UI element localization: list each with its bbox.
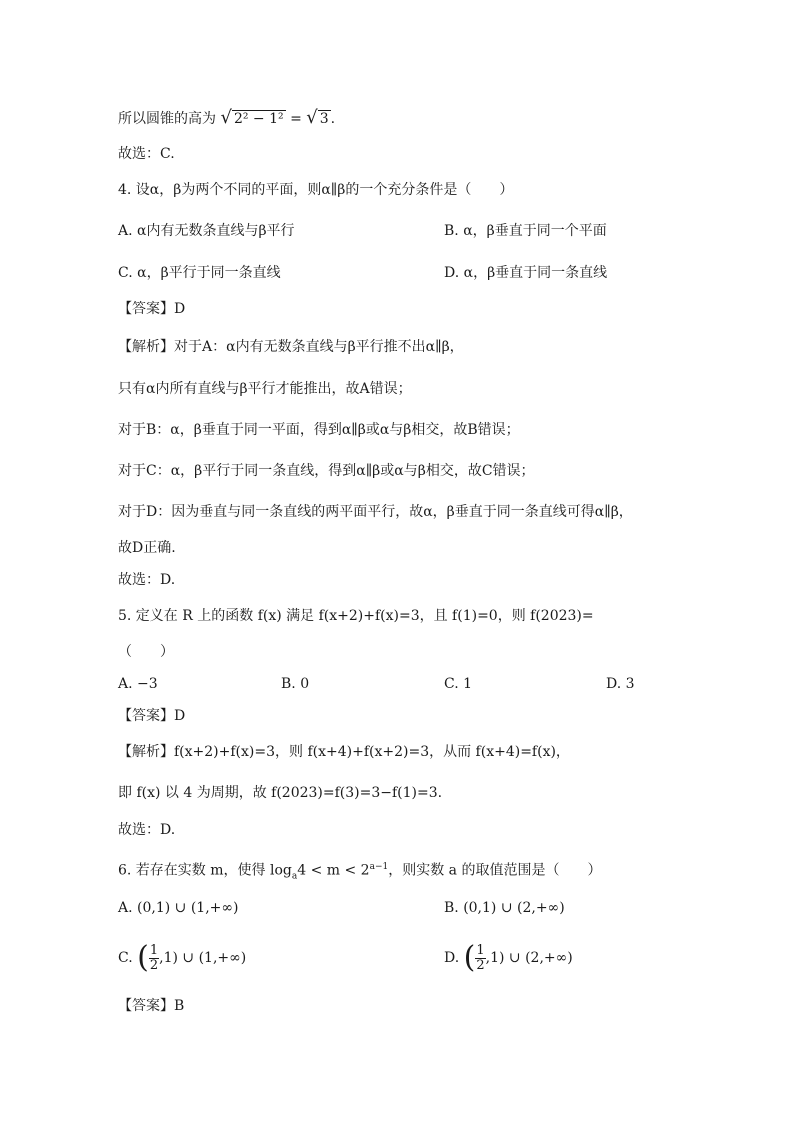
sqrt-result: 3 [319, 111, 329, 127]
open-paren: ( [463, 940, 476, 975]
equals-sign: = [290, 111, 307, 127]
sqrt-expression: 2² − 1² [233, 111, 284, 127]
q5-option-d: D. 3 [606, 676, 635, 692]
q4-choose: 故选：D. [118, 572, 176, 588]
sqrt-sign: √ [220, 107, 232, 128]
q6-option-c [118, 940, 246, 976]
q4-answer: 【答案】D [118, 301, 186, 317]
q5-analysis-2: 即 f(x) 以 4 为周期，故 f(2023)=f(3)=3−f(1)=3. [118, 785, 443, 801]
q6-stem-start: 6. 若存在实数 m，使得 log [118, 862, 292, 879]
q6-stem-end: ，则实数 a 的取值范围是（ ） [388, 862, 602, 879]
q4-analysis-d: 对于D：因为垂直与同一条直线的两平面平行，故α，β垂直于同一条直线可得α∥β， [118, 504, 633, 520]
q6-option-a: A. (0,1) ∪ (1,+∞) [118, 900, 239, 916]
q5-option-c: C. 1 [444, 676, 473, 692]
q5-option-a: A. −3 [118, 676, 158, 692]
choose-c: 故选：C. [118, 146, 175, 162]
option-d-rest: ,1) ∪ (2,+∞) [485, 950, 573, 966]
q4-analysis-b: 对于B：α，β垂直于同一平面，得到α∥β或α与β相交，故B错误； [118, 422, 520, 438]
cone-height-line [118, 108, 335, 129]
q6-answer: 【答案】B [118, 998, 185, 1014]
fraction-half: $\frac{1}{2}$ [476, 942, 485, 973]
option-d-label: D. [444, 950, 460, 966]
q4-analysis-a: 【解析】对于A：α内有无数条直线与β平行推不出α∥β， [118, 339, 464, 355]
question-6-stem [118, 857, 601, 886]
option-c-label: C. [118, 950, 133, 966]
q6-stem-mid: 4 < m < 2 [297, 862, 370, 879]
q5-choose: 故选：D. [118, 822, 176, 838]
q4-option-c: C. α，β平行于同一条直线 [118, 265, 281, 281]
q4-analysis-d2: 故D正确. [118, 540, 176, 556]
q6-option-b: B. (0,1) ∪ (2,+∞) [444, 900, 565, 916]
q5-paren: （ ） [118, 644, 174, 660]
q4-option-d: D. α，β垂直于同一条直线 [444, 265, 608, 281]
q4-analysis-c: 对于C：α，β平行于同一条直线，得到α∥β或α与β相交，故C错误； [118, 463, 535, 479]
q4-analysis-a2: 只有α内所有直线与β平行才能推出，故A错误； [118, 381, 412, 397]
log-base: a [291, 871, 298, 882]
cone-height-prefix: 所以圆锥的高为 [118, 111, 216, 127]
q6-option-d [444, 940, 573, 976]
fraction-half: $\frac{1}{2}$ [149, 942, 159, 973]
open-paren: ( [137, 940, 149, 975]
option-c-rest: ,1) ∪ (1,+∞) [159, 950, 247, 966]
q5-answer: 【答案】D [118, 708, 186, 724]
q4-option-b: B. α，β垂直于同一个平面 [444, 223, 607, 239]
exponent: a−1 [369, 862, 389, 872]
question-5-stem: 5. 定义在 R 上的函数 f(x) 满足 f(x+2)+f(x)=3，且 f(1)=0，则 f(2023)= [118, 608, 594, 624]
q4-option-a: A. α内有无数条直线与β平行 [118, 223, 295, 239]
q5-analysis-1: 【解析】f(x+2)+f(x)=3，则 f(x+4)+f(x+2)=3，从而 f(x+4)=f(x)， [118, 744, 570, 760]
period: . [330, 111, 336, 127]
q5-option-b: B. 0 [281, 676, 310, 692]
sqrt-sign-2: √ [306, 107, 318, 128]
question-4-stem: 4. 设α，β为两个不同的平面，则α∥β的一个充分条件是（ ） [118, 182, 514, 198]
